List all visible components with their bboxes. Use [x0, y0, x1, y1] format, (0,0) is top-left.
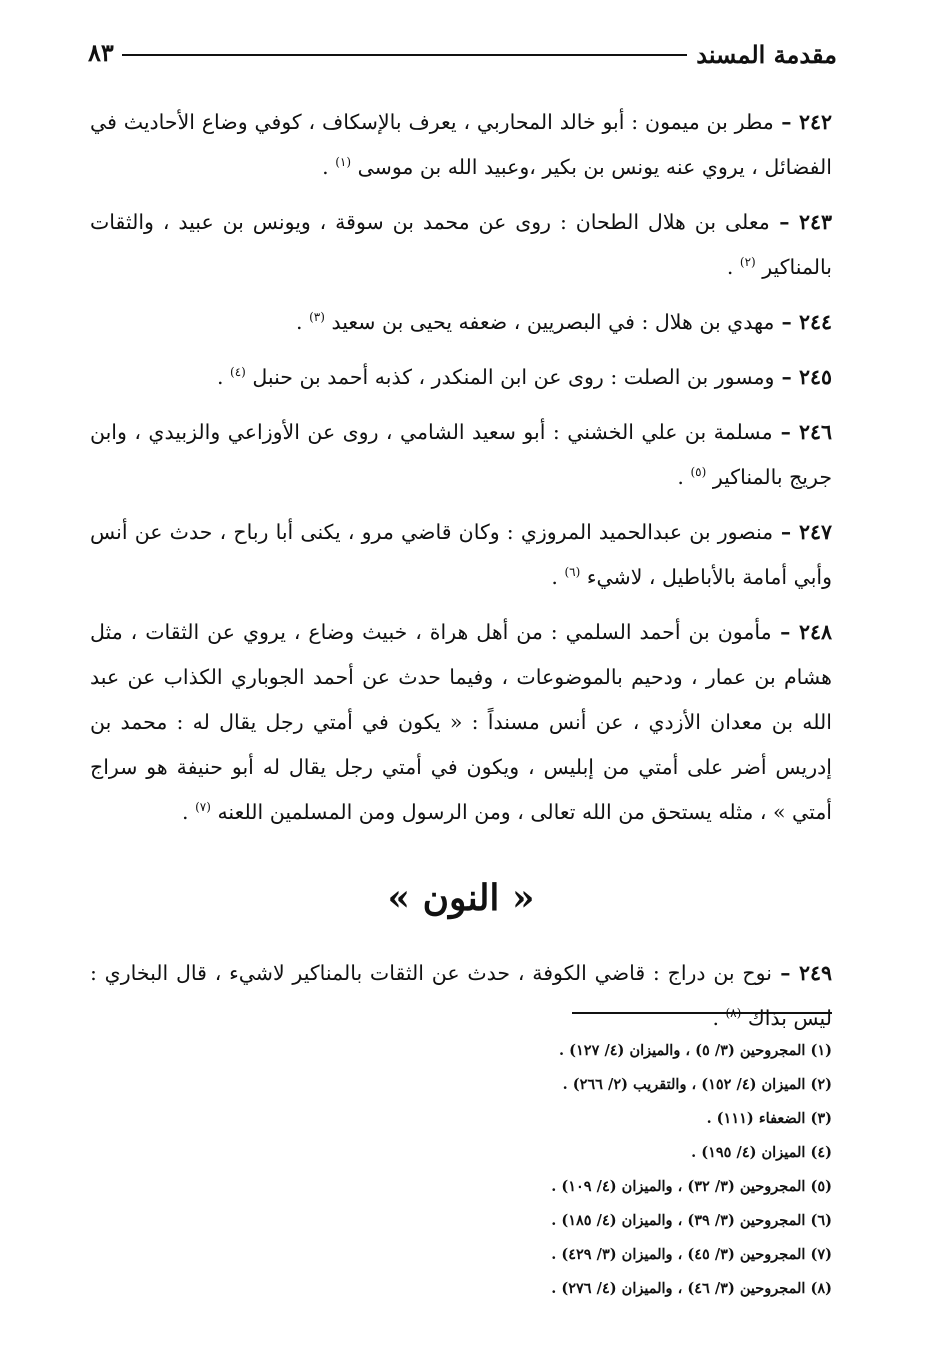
entry-text: مسلمة بن علي الخشني : أبو سعيد الشامي ، روى عن الأوزاعي والزبيدي ، وابن جريج بالمناكير [90, 420, 832, 489]
footnote-ref: (٦) [564, 565, 581, 580]
entry-dash: – [769, 210, 799, 234]
running-header [88, 36, 837, 76]
entry-paragraph [90, 610, 832, 835]
footnote-line: (٥) المجروحين (٣/ ٣٢) ، والميزان (٤/ ١٠٩) . [551, 1178, 832, 1195]
entry-paragraph [90, 355, 832, 400]
main-text [90, 100, 832, 1051]
entry-number: ٢٤٥ [798, 365, 832, 389]
entry-number: ٢٤٧ [798, 520, 832, 544]
footnote-ref: (٥) [690, 465, 707, 480]
entry-end: . [322, 155, 336, 179]
entry-paragraph [90, 300, 832, 345]
footnotes [100, 1012, 832, 1306]
entry-text: ومسور بن الصلت : روى عن ابن المنكدر ، كذبه أحمد بن حنبل [252, 365, 775, 389]
entry-paragraph [90, 100, 832, 190]
header-rule [122, 54, 687, 56]
entry-number: ٢٤٣ [798, 210, 832, 234]
footnote-line: (١) المجروحين (٣/ ٥) ، والميزان (٤/ ١٢٧) . [559, 1042, 832, 1059]
footnote-ref: (٣) [309, 310, 325, 325]
entry-number: ٢٤٤ [798, 310, 832, 334]
footnote-ref: (٧) [195, 800, 211, 815]
entry-dash: – [774, 310, 799, 334]
entry-dash: – [773, 520, 799, 544]
entry-paragraph [90, 510, 832, 600]
entry-end: . [712, 1006, 726, 1030]
entries-list [90, 100, 832, 835]
entry-dash: – [774, 365, 799, 389]
footnote-list [100, 1034, 832, 1306]
entry-text: نوح بن دراج : قاضي الكوفة ، حدث عن الثقات بالمناكير لاشيء ، قال البخاري : ليس بذاك [90, 961, 832, 1030]
footnote-line: (٤) الميزان (٤/ ١٩٥) . [691, 1144, 832, 1161]
footnote-rule [572, 1012, 832, 1014]
entry-text: منصور بن عبدالحميد المروزي : وكان قاضي مرو ، يكنى أبا رباح ، حدث عن أنس وأبي أمامة بالأباطيل ، لاشيء [90, 520, 832, 589]
entry-end: . [182, 800, 196, 824]
page-number: ٨٣ [88, 38, 114, 67]
footnote-ref: (٤) [230, 365, 246, 380]
entry-dash: – [773, 110, 799, 134]
entry-end: . [216, 365, 230, 389]
footnote-ref: (٨) [725, 1006, 742, 1021]
footnote-line: (٧) المجروحين (٣/ ٤٥) ، والميزان (٣/ ٤٢٩) . [551, 1246, 832, 1263]
footnote-ref: (١) [335, 155, 352, 170]
footnote-line: (٢) الميزان (٤/ ١٥٢) ، والتقريب (٢/ ٢٦٦) . [562, 1076, 832, 1093]
entry-number: ٢٤٨ [798, 620, 832, 644]
entry-dash: – [771, 620, 799, 644]
footnote-line: (٨) المجروحين (٣/ ٤٦) ، والميزان (٤/ ٢٧٦) . [551, 1280, 832, 1297]
entry-text: معلى بن هلال الطحان : روى عن محمد بن سوقة ، ويونس بن عبيد ، والثقات بالمناكير [90, 210, 832, 279]
entry-number: ٢٤٩ [798, 961, 832, 985]
footnote-line: (٣) الضعفاء (١١١) . [706, 1110, 832, 1127]
entry-dash: – [772, 420, 799, 444]
entry-text: مأمون بن أحمد السلمي : من أهل هراة ، خبيث وضاع ، يروي عن الثقات ، مثل هشام بن عمار ، ودحيم بالموضوعات ، وفيما حدث عن أحمد الجوباري الكذاب عن عبد الله بن معدان الأزدي ، عن أنس مسنداً : « يكون في أمتي رجل يقال له : محمد بن إدريس أضر على أمتي من إبليس ، ويكون في أمتي رجل يقال له أبو حنيفة هو سراج أمتي » ، مثله يستحق من الله تعالى ، ومن الرسول ومن المسلمين اللعنه [90, 620, 832, 824]
entry-end: . [726, 255, 740, 279]
running-title: مقدمة المسند [696, 40, 837, 69]
section-heading: « النون » [387, 877, 535, 919]
entry-dash: – [771, 961, 799, 985]
entry-end: . [296, 310, 310, 334]
entry-text: مهدي بن هلال : في البصريين ، ضعفه يحيى بن سعيد [331, 310, 775, 334]
footnote-ref: (٢) [739, 255, 756, 270]
entry-number: ٢٤٦ [798, 420, 833, 444]
entry-number: ٢٤٢ [798, 110, 832, 134]
entry-text: مطر بن ميمون : أبو خالد المحاربي ، يعرف بالإسكاف ، كوفي وضاع الأحاديث في الفضائل ، يروي عنه يونس بن بكير ،وعبيد الله بن موسى [90, 110, 832, 179]
entry-paragraph [90, 410, 832, 500]
entry-end: . [551, 565, 565, 589]
entry-paragraph [90, 200, 832, 290]
footnote-line: (٦) المجروحين (٣/ ٣٩) ، والميزان (٤/ ١٨٥) . [551, 1212, 832, 1229]
entry-end: . [677, 465, 691, 489]
